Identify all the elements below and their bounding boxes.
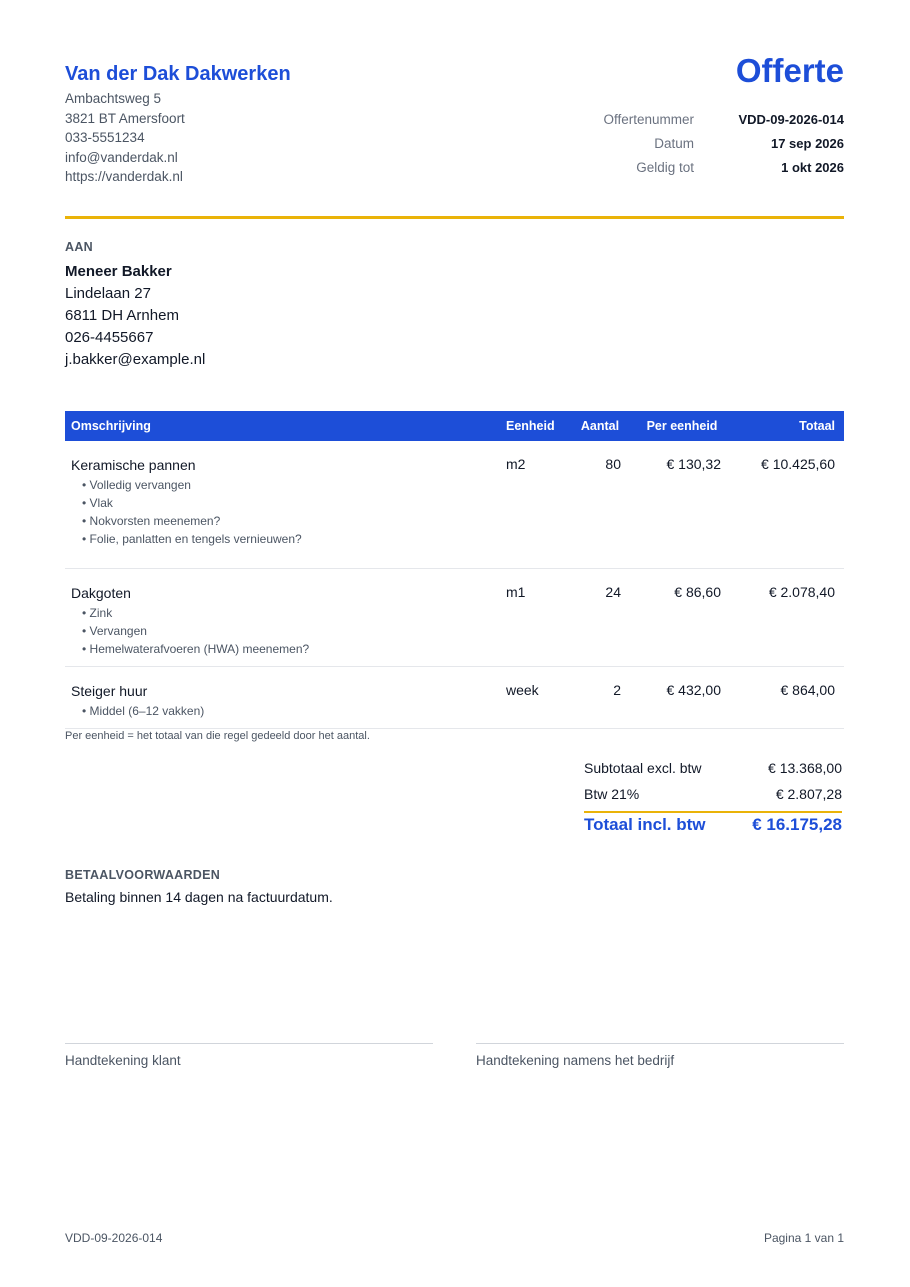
company-address-city: 3821 BT Amersfoort xyxy=(65,110,185,126)
meta-row-date xyxy=(584,133,844,157)
recipient-address-street: Lindelaan 27 xyxy=(65,285,151,302)
totals-block xyxy=(584,757,842,839)
company-email: info@vanderdak.nl xyxy=(65,149,178,165)
row-total: € 10.425,60 xyxy=(761,456,835,472)
meta-value: VDD-09-2026-014 xyxy=(738,112,844,127)
vat-value: € 2.807,28 xyxy=(775,786,842,802)
row-unit-price: € 86,60 xyxy=(674,584,721,600)
row-unit-price: € 432,00 xyxy=(666,682,721,698)
subtotal-row xyxy=(584,757,842,783)
company-signature-label: Handtekening namens het bedrijf xyxy=(476,1053,675,1068)
client-signature-label: Handtekening klant xyxy=(65,1053,181,1068)
row-bullet: • Middel (6–12 vakken) xyxy=(82,704,205,718)
meta-label: Geldig tot xyxy=(636,160,694,175)
header-description: Omschrijving xyxy=(71,419,151,433)
client-signature-line xyxy=(65,1043,433,1068)
row-unit: m2 xyxy=(506,456,526,472)
payment-terms-heading: BETAALVOORWAARDEN xyxy=(65,868,221,882)
company-name: Van der Dak Dakwerken xyxy=(65,63,291,85)
recipient-phone: 026-4455667 xyxy=(65,329,154,346)
row-total: € 864,00 xyxy=(780,682,835,698)
table-row xyxy=(65,667,844,729)
row-bullets xyxy=(71,702,497,720)
row-quantity: 2 xyxy=(613,682,621,698)
meta-label: Datum xyxy=(654,136,694,151)
row-description xyxy=(65,667,497,728)
company-address-street: Ambachtsweg 5 xyxy=(65,91,162,106)
header-unit: Eenheid xyxy=(506,419,555,433)
meta-value: 1 okt 2026 xyxy=(781,160,844,175)
table-row xyxy=(65,569,844,667)
company-phone: 033-5551234 xyxy=(65,130,145,146)
header-total: Totaal xyxy=(799,419,835,433)
subtotal-value: € 13.368,00 xyxy=(768,760,842,776)
row-quantity: 80 xyxy=(605,456,621,472)
vat-label: Btw 21% xyxy=(584,786,640,802)
row-title: Steiger huur xyxy=(71,683,148,699)
row-description xyxy=(65,441,497,568)
company-details xyxy=(65,89,185,187)
grand-total-row xyxy=(584,813,842,839)
company-signature-line xyxy=(476,1043,844,1068)
line-items-table xyxy=(65,411,844,729)
document-title: Offerte xyxy=(735,52,844,89)
meta-row-valid-until xyxy=(584,157,844,181)
header-divider xyxy=(65,216,844,219)
table-row xyxy=(65,441,844,569)
recipient-address-city: 6811 DH Arnhem xyxy=(65,307,179,324)
row-unit: m1 xyxy=(506,584,526,600)
grand-total-value: € 16.175,28 xyxy=(752,815,842,834)
company-website: https://vanderdak.nl xyxy=(65,169,183,185)
footer-reference: VDD-09-2026-014 xyxy=(65,1231,163,1245)
quote-meta xyxy=(584,109,844,181)
row-bullet: • Vervangen xyxy=(82,624,147,638)
unit-price-note: Per eenheid = het totaal van die regel gedeeld door het aantal. xyxy=(65,730,370,742)
header-quantity: Aantal xyxy=(580,419,620,433)
row-bullets xyxy=(71,476,497,548)
meta-value: 17 sep 2026 xyxy=(770,136,844,151)
row-unit: week xyxy=(506,682,539,698)
row-title: Keramische pannen xyxy=(71,457,196,473)
grand-total-label: Totaal incl. btw xyxy=(584,815,706,834)
row-bullet: • Nokvorsten meenemen? xyxy=(82,514,221,528)
header-unit-price: Per eenheid xyxy=(646,419,718,433)
recipient-name: Meneer Bakker xyxy=(65,263,172,280)
footer-page-number: Pagina 1 van 1 xyxy=(763,1231,844,1245)
row-bullet: • Vlak xyxy=(82,496,113,510)
subtotal-label: Subtotaal excl. btw xyxy=(584,760,702,776)
recipient-heading: AAN xyxy=(65,240,93,254)
row-bullets xyxy=(71,604,497,658)
row-bullet: • Zink xyxy=(82,606,113,620)
vat-row xyxy=(584,783,842,809)
row-bullet: • Volledig vervangen xyxy=(82,478,191,492)
row-total: € 2.078,40 xyxy=(768,584,835,600)
table-header xyxy=(65,411,844,441)
meta-label: Offertenummer xyxy=(603,112,694,127)
recipient-details xyxy=(65,283,205,371)
payment-terms-text: Betaling binnen 14 dagen na factuurdatum. xyxy=(65,889,333,905)
row-quantity: 24 xyxy=(605,584,621,600)
row-title: Dakgoten xyxy=(71,585,131,601)
recipient-email: j.bakker@example.nl xyxy=(65,351,206,368)
row-unit-price: € 130,32 xyxy=(666,456,721,472)
row-description xyxy=(65,569,497,666)
row-bullet: • Folie, panlatten en tengels vernieuwen? xyxy=(82,532,302,546)
row-bullet: • Hemelwaterafvoeren (HWA) meenemen? xyxy=(82,642,310,656)
meta-row-quote-number xyxy=(584,109,844,133)
